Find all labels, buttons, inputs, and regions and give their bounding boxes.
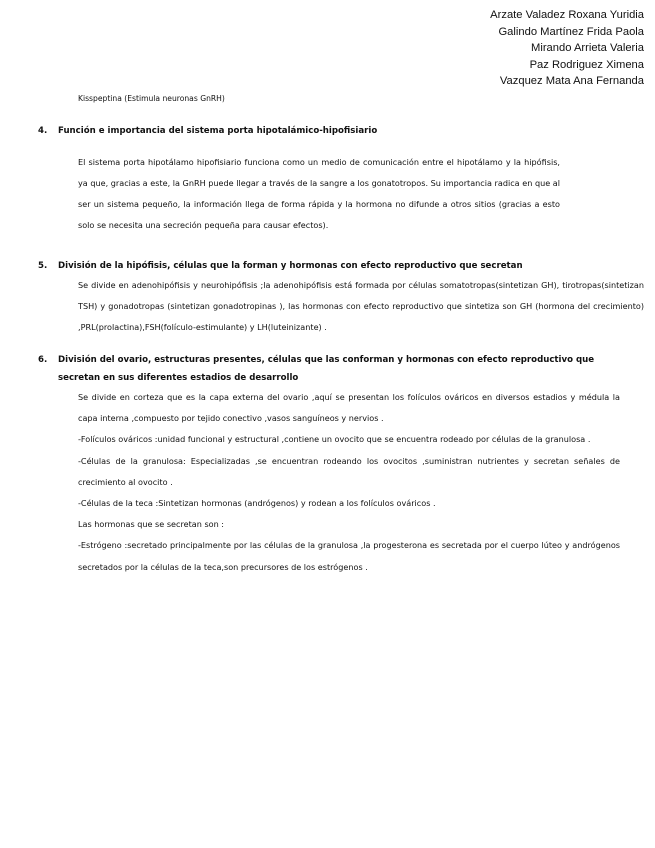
section-5 <box>0 257 655 339</box>
section-line: -Células de la granulosa: Especializadas ,se encuentran rodeando los ovocitos ,suministran nutrientes y secretan señales de crecimiento al ovocito . <box>78 455 620 487</box>
section-number: 5. <box>38 261 48 271</box>
author-name: Galindo Martínez Frida Paola <box>498 25 644 38</box>
author-name: Paz Rodriguez Ximena <box>529 58 644 71</box>
section-line: Las hormonas que se secretan son : <box>78 519 225 530</box>
section-6 <box>0 351 655 578</box>
section-heading <box>0 351 655 387</box>
author-name: Mirando Arrieta Valeria <box>531 42 644 55</box>
author-list <box>490 7 644 90</box>
section-4 <box>0 122 655 236</box>
section-title: Función e importancia del sistema porta hipotalámico-hipofisiario <box>58 126 378 136</box>
section-number: 6. <box>38 355 48 365</box>
section-heading <box>0 257 655 275</box>
author-name: Arzate Valadez Roxana Yuridia <box>490 9 644 21</box>
section-line: -Células de la teca :Sintetizan hormonas (andrógenos) y rodean a los folículos ováricos . <box>78 498 436 509</box>
section-paragraph: Se divide en adenohipófisis y neurohipófisis ;la adenohipófisis está formada por células somatotropas(sintetizan GH), tirotropas(sintetizan TSH) y gonadotropas (sintetizan gonadotropinas ), las hormonas con efecto reproductivo que sintetiza son GH (hormona del crecimiento) ,PRL(prolactina),FSH(folículo-estimulante) y LH(luteinizante) . <box>78 280 644 333</box>
section-paragraph: El sistema porta hipotálamo hipofisiario funciona como un medio de comunicación entre el hipotálamo y la hipófisis, ya que, gracias a este, la GnRH puede llegar a través de la sangre a los gonatotropos. Su importancia radica en que al ser un sistema pequeño, la información llega de forma rápida y la hormona no difunde a otros sitios (gracias a esto solo se necesita una secreción pequeña para causar efectos). <box>78 157 560 230</box>
kisspeptina-note: Kisspeptina (Estimula neuronas GnRH) <box>78 94 225 103</box>
section-line: Se divide en corteza que es la capa externa del ovario ,aquí se presentan los folículos ováricos en diversos estadios y médula la capa interna ,compuesto por tejido conectivo ,vasos sanguíneos y nervios . <box>78 392 620 424</box>
section-line: -Folículos ováricos :unidad funcional y estructural ,contiene un ovocito que se encuentra rodeado por células de la granulosa . <box>78 434 591 445</box>
section-title: División de la hipófisis, células que la forman y hormonas con efecto reproductivo que secretan <box>58 261 523 271</box>
section-heading <box>0 122 655 140</box>
section-line: -Estrógeno :secretado principalmente por las células de la granulosa ,la progesterona es secretada por el cuerpo lúteo y andrógenos secretados por la células de la teca,son precursores de los estrógenos . <box>78 540 620 572</box>
section-title: División del ovario, estructuras presentes, células que las conforman y hormonas con efecto reproductivo que secretan en sus diferentes estadios de desarrollo <box>58 355 595 383</box>
section-number: 4. <box>38 126 48 136</box>
author-name: Vazquez Mata Ana Fernanda <box>499 75 644 88</box>
